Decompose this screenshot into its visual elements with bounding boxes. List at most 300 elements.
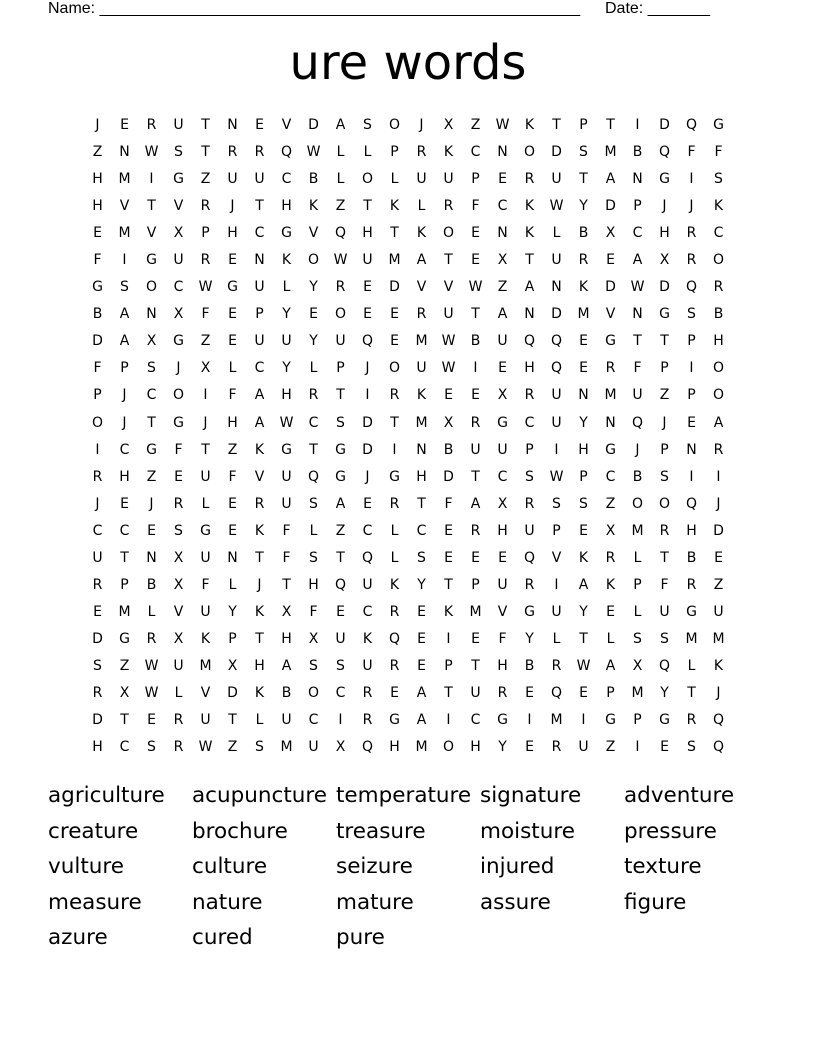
grid-letter[interactable]: Q <box>712 739 725 756</box>
grid-letter[interactable]: A <box>713 414 724 431</box>
grid-letter[interactable]: C <box>497 468 508 485</box>
grid-letter[interactable]: D <box>551 306 562 323</box>
grid-letter[interactable]: E <box>228 495 237 512</box>
grid-letter[interactable]: M <box>415 739 428 756</box>
grid-letter[interactable]: C <box>119 522 130 539</box>
grid-letter[interactable]: U <box>173 117 184 134</box>
grid-letter[interactable]: U <box>200 468 211 485</box>
grid-letter[interactable]: Z <box>200 333 211 350</box>
grid-letter[interactable]: H <box>308 576 319 593</box>
grid-letter[interactable]: M <box>712 630 725 647</box>
grid-letter[interactable]: D <box>92 333 103 350</box>
grid-letter[interactable]: R <box>173 712 184 729</box>
grid-letter[interactable]: S <box>309 495 318 512</box>
grid-letter[interactable]: W <box>441 333 456 350</box>
grid-letter[interactable]: S <box>147 360 156 377</box>
grid-letter[interactable]: A <box>416 685 427 701</box>
grid-letter[interactable]: C <box>713 225 724 242</box>
grid-letter[interactable]: U <box>497 576 508 593</box>
grid-letter[interactable]: Q <box>658 657 671 674</box>
grid-letter[interactable]: P <box>660 441 669 458</box>
grid-letter[interactable]: Z <box>119 657 130 674</box>
grid-letter[interactable]: K <box>443 144 454 161</box>
grid-letter[interactable]: S <box>417 549 426 566</box>
grid-letter[interactable]: P <box>120 576 129 593</box>
grid-letter[interactable]: V <box>119 198 130 215</box>
grid-letter[interactable]: Y <box>579 603 588 620</box>
grid-letter[interactable]: T <box>417 495 426 512</box>
grid-letter[interactable]: Y <box>417 576 426 593</box>
grid-letter[interactable]: M <box>469 603 482 620</box>
grid-letter[interactable]: C <box>281 171 292 188</box>
grid-letter[interactable]: R <box>551 739 562 756</box>
grid-letter[interactable]: P <box>687 333 696 350</box>
grid-letter[interactable]: E <box>525 739 534 756</box>
grid-letter[interactable]: G <box>227 279 238 296</box>
grid-letter[interactable]: M <box>604 144 617 161</box>
grid-letter[interactable]: S <box>525 468 534 485</box>
grid-letter[interactable]: R <box>605 549 616 566</box>
grid-letter[interactable]: G <box>605 333 616 350</box>
grid-letter[interactable]: E <box>147 522 156 539</box>
grid-letter[interactable]: J <box>122 387 127 404</box>
grid-letter[interactable]: L <box>174 685 183 701</box>
grid-letter[interactable]: E <box>228 522 237 539</box>
grid-letter[interactable]: X <box>605 522 616 539</box>
grid-letter[interactable]: L <box>336 171 345 188</box>
grid-letter[interactable]: F <box>444 495 453 512</box>
grid-letter[interactable]: B <box>308 171 319 188</box>
grid-letter[interactable]: P <box>471 171 480 188</box>
grid-letter[interactable]: A <box>281 657 292 674</box>
grid-letter[interactable]: E <box>363 279 372 296</box>
grid-letter[interactable]: U <box>551 171 562 188</box>
grid-letter[interactable]: U <box>281 712 292 729</box>
grid-letter[interactable]: G <box>335 468 346 485</box>
grid-letter[interactable]: X <box>173 630 184 647</box>
grid-letter[interactable]: E <box>498 549 507 566</box>
grid-letter[interactable]: M <box>631 522 644 539</box>
grid-letter[interactable]: R <box>362 685 373 701</box>
grid-letter[interactable]: E <box>417 630 426 647</box>
grid-letter[interactable]: J <box>689 198 694 215</box>
grid-letter[interactable]: R <box>254 495 265 512</box>
grid-letter[interactable]: U <box>335 333 346 350</box>
grid-letter[interactable]: H <box>281 630 292 647</box>
grid-letter[interactable]: U <box>200 712 211 729</box>
grid-letter[interactable]: V <box>173 603 184 620</box>
grid-letter[interactable]: G <box>659 712 670 729</box>
grid-letter[interactable]: K <box>578 549 589 566</box>
grid-letter[interactable]: K <box>578 279 589 296</box>
grid-letter[interactable]: H <box>713 333 724 350</box>
grid-letter[interactable]: N <box>146 549 157 566</box>
grid-letter[interactable]: G <box>605 712 616 729</box>
grid-letter[interactable]: I <box>554 576 559 593</box>
grid-letter[interactable]: O <box>361 171 374 188</box>
grid-letter[interactable]: Q <box>388 630 401 647</box>
grid-letter[interactable]: T <box>471 468 480 485</box>
grid-letter[interactable]: R <box>227 144 238 161</box>
grid-letter[interactable]: N <box>524 306 535 323</box>
grid-letter[interactable]: L <box>147 603 156 620</box>
grid-letter[interactable]: T <box>471 657 480 674</box>
grid-letter[interactable]: R <box>713 441 724 458</box>
grid-letter[interactable]: S <box>174 522 183 539</box>
grid-letter[interactable]: E <box>714 549 723 566</box>
grid-letter[interactable]: W <box>441 360 456 377</box>
grid-letter[interactable]: X <box>173 549 184 566</box>
grid-letter[interactable]: G <box>119 630 130 647</box>
grid-letter[interactable]: R <box>524 576 535 593</box>
grid-letter[interactable]: D <box>605 198 616 215</box>
grid-letter[interactable]: O <box>145 279 158 296</box>
grid-letter[interactable]: X <box>146 333 157 350</box>
grid-letter[interactable]: H <box>92 739 103 756</box>
grid-letter[interactable]: U <box>524 522 535 539</box>
grid-letter[interactable]: U <box>632 387 643 404</box>
grid-letter[interactable]: E <box>471 549 480 566</box>
grid-letter[interactable]: T <box>363 198 372 215</box>
grid-letter[interactable]: I <box>635 739 640 756</box>
grid-letter[interactable]: K <box>713 198 724 215</box>
grid-letter[interactable]: Q <box>685 495 698 512</box>
grid-letter[interactable]: O <box>712 360 725 377</box>
grid-letter[interactable]: R <box>713 279 724 296</box>
grid-letter[interactable]: U <box>713 603 724 620</box>
grid-letter[interactable]: S <box>687 739 696 756</box>
grid-letter[interactable]: H <box>281 198 292 215</box>
grid-letter[interactable]: Y <box>498 739 507 756</box>
grid-letter[interactable]: J <box>176 360 181 377</box>
grid-letter[interactable]: K <box>308 198 319 215</box>
grid-letter[interactable]: T <box>444 576 453 593</box>
grid-letter[interactable]: S <box>93 657 102 674</box>
grid-letter[interactable]: V <box>497 603 508 620</box>
grid-letter[interactable]: Y <box>282 360 291 377</box>
grid-letter[interactable]: S <box>714 171 723 188</box>
grid-letter[interactable]: U <box>362 252 373 269</box>
grid-letter[interactable]: E <box>120 117 129 134</box>
grid-letter[interactable]: T <box>687 685 696 701</box>
grid-letter[interactable]: G <box>281 441 292 458</box>
grid-letter[interactable]: P <box>633 198 642 215</box>
grid-letter[interactable]: F <box>201 576 210 593</box>
grid-letter[interactable]: X <box>281 603 292 620</box>
grid-letter[interactable]: K <box>605 576 616 593</box>
grid-letter[interactable]: X <box>173 576 184 593</box>
grid-letter[interactable]: H <box>254 657 265 674</box>
grid-letter[interactable]: E <box>471 630 480 647</box>
grid-letter[interactable]: A <box>416 712 427 729</box>
grid-letter[interactable]: J <box>230 198 235 215</box>
grid-letter[interactable]: R <box>200 252 211 269</box>
grid-letter[interactable]: K <box>254 685 265 701</box>
grid-letter[interactable]: G <box>146 441 157 458</box>
grid-letter[interactable]: E <box>579 685 588 701</box>
grid-letter[interactable]: R <box>524 171 535 188</box>
grid-letter[interactable]: U <box>308 739 319 756</box>
grid-letter[interactable]: E <box>390 685 399 701</box>
grid-letter[interactable]: R <box>92 685 103 701</box>
grid-letter[interactable]: M <box>577 306 590 323</box>
grid-letter[interactable]: A <box>605 657 616 674</box>
grid-letter[interactable]: S <box>363 117 372 134</box>
grid-letter[interactable]: W <box>549 198 564 215</box>
grid-letter[interactable]: I <box>446 630 451 647</box>
grid-letter[interactable]: E <box>579 360 588 377</box>
grid-letter[interactable]: X <box>227 657 238 674</box>
grid-letter[interactable]: T <box>552 117 561 134</box>
grid-letter[interactable]: I <box>635 117 640 134</box>
grid-letter[interactable]: T <box>255 198 264 215</box>
grid-letter[interactable]: P <box>93 387 102 404</box>
grid-letter[interactable]: H <box>686 522 697 539</box>
grid-letter[interactable]: U <box>578 739 589 756</box>
grid-letter[interactable]: G <box>659 171 670 188</box>
grid-letter[interactable]: G <box>686 603 697 620</box>
grid-letter[interactable]: D <box>443 468 454 485</box>
grid-letter[interactable]: S <box>255 739 264 756</box>
grid-letter[interactable]: G <box>389 712 400 729</box>
grid-letter[interactable]: S <box>660 468 669 485</box>
grid-letter[interactable]: L <box>363 144 372 161</box>
grid-letter[interactable]: O <box>307 685 320 701</box>
grid-letter[interactable]: T <box>120 549 129 566</box>
grid-letter[interactable]: S <box>336 414 345 431</box>
grid-letter[interactable]: U <box>362 576 373 593</box>
grid-letter[interactable]: Z <box>605 739 616 756</box>
grid-letter[interactable]: E <box>309 306 318 323</box>
grid-letter[interactable]: T <box>444 252 453 269</box>
grid-letter[interactable]: H <box>281 387 292 404</box>
grid-letter[interactable]: Y <box>282 306 291 323</box>
grid-letter[interactable]: Q <box>361 549 374 566</box>
grid-letter[interactable]: Z <box>605 495 616 512</box>
grid-letter[interactable]: J <box>149 495 154 512</box>
grid-letter[interactable]: K <box>524 198 535 215</box>
grid-letter[interactable]: N <box>119 144 130 161</box>
grid-letter[interactable]: A <box>470 495 481 512</box>
grid-letter[interactable]: O <box>91 414 104 431</box>
grid-letter[interactable]: P <box>525 441 534 458</box>
grid-letter[interactable]: C <box>605 468 616 485</box>
grid-letter[interactable]: E <box>363 306 372 323</box>
grid-letter[interactable]: B <box>713 306 724 323</box>
grid-letter[interactable]: C <box>632 225 643 242</box>
grid-letter[interactable]: R <box>146 630 157 647</box>
grid-letter[interactable]: G <box>659 306 670 323</box>
grid-letter[interactable]: J <box>257 576 262 593</box>
grid-letter[interactable]: L <box>309 360 318 377</box>
grid-letter[interactable]: W <box>468 279 483 296</box>
grid-letter[interactable]: H <box>416 468 427 485</box>
grid-letter[interactable]: Q <box>550 685 563 701</box>
grid-letter[interactable]: R <box>551 657 562 674</box>
grid-letter[interactable]: N <box>632 171 643 188</box>
grid-letter[interactable]: I <box>95 441 100 458</box>
grid-letter[interactable]: M <box>415 414 428 431</box>
grid-letter[interactable]: U <box>200 603 211 620</box>
grid-letter[interactable]: H <box>578 441 589 458</box>
grid-letter[interactable]: K <box>416 225 427 242</box>
grid-letter[interactable]: B <box>470 333 481 350</box>
grid-letter[interactable]: C <box>362 603 373 620</box>
grid-letter[interactable]: I <box>473 360 478 377</box>
grid-letter[interactable]: V <box>443 279 454 296</box>
grid-letter[interactable]: Q <box>334 576 347 593</box>
grid-letter[interactable]: E <box>390 306 399 323</box>
grid-letter[interactable]: E <box>228 252 237 269</box>
grid-letter[interactable]: E <box>120 495 129 512</box>
grid-letter[interactable]: E <box>228 333 237 350</box>
grid-letter[interactable]: B <box>686 549 697 566</box>
grid-letter[interactable]: P <box>579 117 588 134</box>
grid-letter[interactable]: H <box>389 739 400 756</box>
grid-letter[interactable]: C <box>254 360 265 377</box>
grid-letter[interactable]: N <box>578 387 589 404</box>
grid-letter[interactable]: K <box>389 576 400 593</box>
grid-letter[interactable]: O <box>307 252 320 269</box>
grid-letter[interactable]: V <box>551 549 562 566</box>
grid-letter[interactable]: R <box>92 468 103 485</box>
grid-letter[interactable]: S <box>687 306 696 323</box>
grid-letter[interactable]: L <box>201 495 210 512</box>
grid-letter[interactable]: I <box>122 252 127 269</box>
grid-letter[interactable]: M <box>415 333 428 350</box>
grid-letter[interactable]: M <box>685 630 698 647</box>
grid-letter[interactable]: S <box>579 495 588 512</box>
grid-letter[interactable]: E <box>444 522 453 539</box>
grid-letter[interactable]: R <box>173 739 184 756</box>
grid-letter[interactable]: J <box>365 360 370 377</box>
grid-letter[interactable]: X <box>200 360 211 377</box>
grid-letter[interactable]: E <box>660 739 669 756</box>
grid-letter[interactable]: E <box>93 603 102 620</box>
grid-letter[interactable]: D <box>92 630 103 647</box>
grid-letter[interactable]: C <box>524 414 535 431</box>
grid-letter[interactable]: X <box>605 225 616 242</box>
grid-letter[interactable]: B <box>146 576 157 593</box>
grid-letter[interactable]: Y <box>660 685 669 701</box>
grid-letter[interactable]: R <box>308 387 319 404</box>
grid-letter[interactable]: W <box>549 468 564 485</box>
grid-letter[interactable]: X <box>443 117 454 134</box>
grid-letter[interactable]: A <box>524 279 535 296</box>
grid-letter[interactable]: P <box>201 225 210 242</box>
grid-letter[interactable]: A <box>605 171 616 188</box>
grid-letter[interactable]: J <box>662 414 667 431</box>
grid-letter[interactable]: U <box>254 279 265 296</box>
grid-letter[interactable]: R <box>416 144 427 161</box>
grid-letter[interactable]: K <box>443 603 454 620</box>
grid-letter[interactable]: I <box>581 712 586 729</box>
grid-letter[interactable]: I <box>689 468 694 485</box>
grid-letter[interactable]: Z <box>92 144 103 161</box>
grid-letter[interactable]: Q <box>685 117 698 134</box>
grid-letter[interactable]: O <box>631 495 644 512</box>
grid-letter[interactable]: V <box>605 306 616 323</box>
grid-letter[interactable]: F <box>228 468 237 485</box>
grid-letter[interactable]: Q <box>658 144 671 161</box>
grid-letter[interactable]: C <box>308 712 319 729</box>
grid-letter[interactable]: O <box>712 252 725 269</box>
grid-letter[interactable]: P <box>579 468 588 485</box>
grid-letter[interactable]: E <box>444 387 453 404</box>
grid-letter[interactable]: Q <box>550 360 563 377</box>
grid-letter[interactable]: R <box>362 712 373 729</box>
grid-letter[interactable]: U <box>497 441 508 458</box>
grid-letter[interactable]: P <box>633 712 642 729</box>
grid-letter[interactable]: G <box>389 468 400 485</box>
grid-letter[interactable]: L <box>309 522 318 539</box>
grid-letter[interactable]: E <box>687 414 696 431</box>
grid-letter[interactable]: J <box>203 414 208 431</box>
grid-letter[interactable]: A <box>335 495 346 512</box>
grid-letter[interactable]: C <box>146 387 157 404</box>
grid-letter[interactable]: H <box>362 225 373 242</box>
grid-letter[interactable]: T <box>390 414 399 431</box>
grid-letter[interactable]: E <box>444 549 453 566</box>
grid-letter[interactable]: F <box>714 144 723 161</box>
grid-letter[interactable]: U <box>92 549 103 566</box>
grid-letter[interactable]: C <box>308 414 319 431</box>
grid-letter[interactable]: G <box>497 414 508 431</box>
grid-letter[interactable]: E <box>579 333 588 350</box>
grid-letter[interactable]: E <box>174 468 183 485</box>
grid-letter[interactable]: G <box>173 171 184 188</box>
grid-letter[interactable]: R <box>173 495 184 512</box>
grid-letter[interactable]: U <box>281 468 292 485</box>
grid-letter[interactable]: Y <box>309 279 318 296</box>
grid-letter[interactable]: T <box>309 441 318 458</box>
grid-letter[interactable]: L <box>417 198 426 215</box>
grid-letter[interactable]: F <box>201 306 210 323</box>
grid-letter[interactable]: V <box>254 468 265 485</box>
grid-letter[interactable]: O <box>712 387 725 404</box>
grid-letter[interactable]: R <box>146 117 157 134</box>
grid-letter[interactable]: G <box>335 441 346 458</box>
grid-letter[interactable]: R <box>416 306 427 323</box>
grid-letter[interactable]: H <box>497 657 508 674</box>
grid-letter[interactable]: D <box>308 117 319 134</box>
grid-letter[interactable]: Z <box>659 387 670 404</box>
grid-letter[interactable]: L <box>633 549 642 566</box>
grid-letter[interactable]: L <box>255 712 264 729</box>
grid-letter[interactable]: H <box>227 414 238 431</box>
grid-letter[interactable]: O <box>172 387 185 404</box>
grid-letter[interactable]: A <box>497 306 508 323</box>
grid-letter[interactable]: F <box>471 198 480 215</box>
grid-letter[interactable]: U <box>551 603 562 620</box>
grid-letter[interactable]: T <box>471 306 480 323</box>
grid-letter[interactable]: P <box>120 360 129 377</box>
grid-letter[interactable]: T <box>201 144 210 161</box>
grid-letter[interactable]: C <box>254 225 265 242</box>
grid-letter[interactable]: B <box>632 144 643 161</box>
grid-letter[interactable]: M <box>550 712 563 729</box>
grid-letter[interactable]: K <box>524 117 535 134</box>
grid-letter[interactable]: X <box>335 739 346 756</box>
grid-letter[interactable]: G <box>173 333 184 350</box>
grid-letter[interactable]: M <box>631 685 644 701</box>
grid-letter[interactable]: G <box>146 252 157 269</box>
grid-letter[interactable]: J <box>95 117 100 134</box>
grid-letter[interactable]: W <box>576 657 591 674</box>
grid-letter[interactable]: L <box>687 657 696 674</box>
grid-letter[interactable]: J <box>662 198 667 215</box>
grid-letter[interactable]: Q <box>334 225 347 242</box>
